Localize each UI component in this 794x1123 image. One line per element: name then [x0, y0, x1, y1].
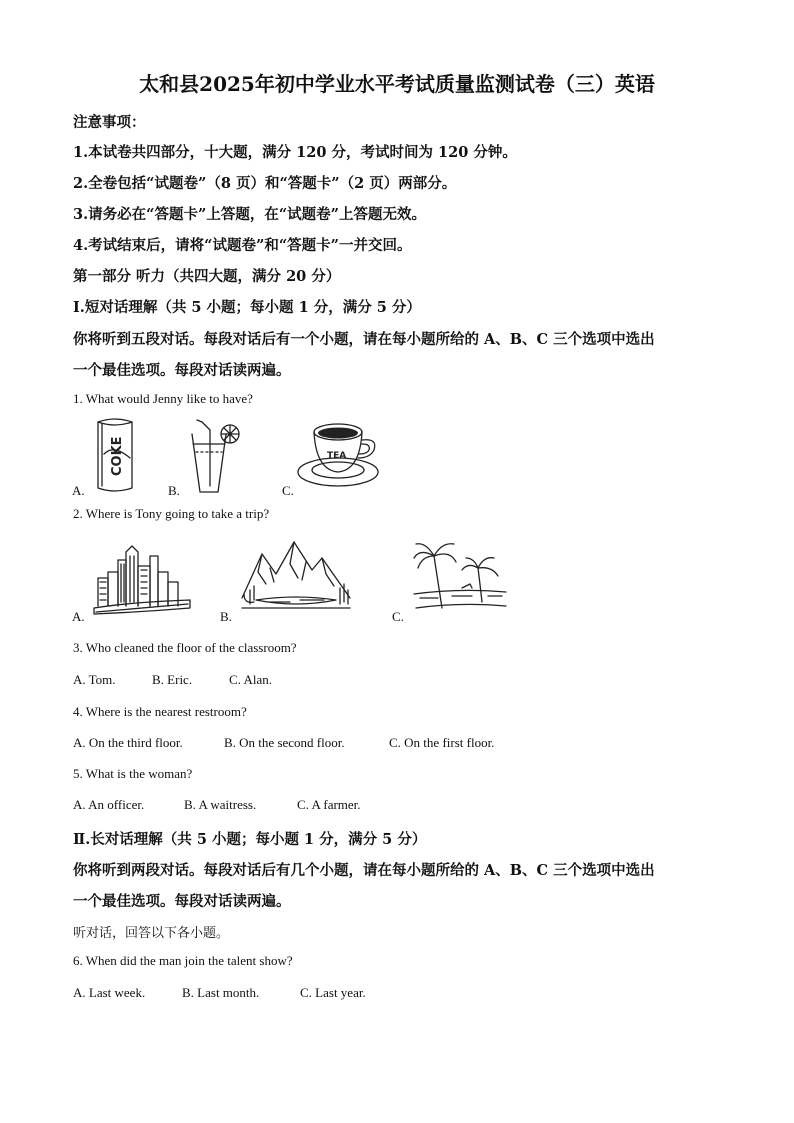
q5-option-b: B. A waitress. — [184, 797, 257, 812]
section1-instruction-line1: 你将听到五段对话。每段对话后有一个小题，请在每小题所给的 A、B、C 三个选项中选出 — [73, 331, 655, 348]
q2-label-c: C. — [392, 609, 404, 624]
city-image — [92, 542, 192, 618]
question-2: 2. Where is Tony going to take a trip? — [73, 506, 270, 521]
q5-option-c: C. A farmer. — [297, 797, 361, 812]
q5-option-a: A. An officer. — [73, 797, 145, 812]
q3-option-a: A. Tom. — [73, 672, 116, 687]
question-5: 5. What is the woman? — [73, 766, 193, 781]
part1-heading: 第一部分 听力（共四大题，满分 20 分） — [73, 268, 341, 285]
q1-label-b: B. — [168, 483, 180, 498]
notice-item-3: 3.请务必在“答题卡”上答题，在“试题卷”上答题无效。 — [73, 206, 426, 223]
section2-instruction-line2: 一个最佳选项。每段对话读两遍。 — [73, 893, 291, 910]
q6-option-a: A. Last week. — [73, 985, 146, 1000]
notice-item-2: 2.全卷包括“试题卷”（8 页）和“答题卡”（2 页）两部分。 — [73, 175, 457, 192]
tea-cup-image — [296, 414, 386, 492]
cup-label: TEA — [327, 451, 347, 461]
q4-option-b: B. On the second floor. — [224, 735, 345, 750]
beach-image — [412, 538, 508, 614]
q6-option-c: C. Last year. — [300, 985, 366, 1000]
q1-label-a: A. — [72, 483, 85, 498]
q4-option-a: A. On the third floor. — [73, 735, 183, 750]
juice-glass-image — [180, 416, 240, 496]
notice-item-4: 4.考试结束后，请将“试题卷”和“答题卡”一并交回。 — [73, 237, 412, 254]
q4-option-c: C. On the first floor. — [389, 735, 495, 750]
question-4: 4. Where is the nearest restroom? — [73, 704, 247, 719]
q2-label-a: A. — [72, 609, 85, 624]
q2-label-b: B. — [220, 609, 232, 624]
mountain-image — [240, 538, 352, 614]
q3-option-b: B. Eric. — [152, 672, 193, 687]
q6-option-b: B. Last month. — [182, 985, 260, 1000]
q3-option-c: C. Alan. — [229, 672, 272, 687]
can-label: COKE — [110, 436, 125, 476]
question-1: 1. What would Jenny like to have? — [73, 391, 253, 406]
section2-sub-instruction: 听对话，回答以下各小题。 — [73, 926, 230, 941]
section2-instruction-line1: 你将听到两段对话。每段对话后有几个小题，请在每小题所给的 A、B、C 三个选项中选出 — [73, 862, 655, 879]
page-title: 太和县2025年初中学业水平考试质量监测试卷（三）英语 — [139, 72, 655, 96]
notice-item-1: 1.本试卷共四部分，十大题，满分 120 分，考试时间为 120 分钟。 — [73, 144, 517, 161]
q1-label-c: C. — [282, 483, 294, 498]
section1-heading: Ⅰ.短对话理解（共 5 小题；每小题 1 分，满分 5 分） — [73, 299, 421, 316]
question-6: 6. When did the man join the talent show? — [73, 953, 293, 968]
coke-can-image — [90, 414, 140, 494]
question-3: 3. Who cleaned the floor of the classroom? — [73, 640, 297, 655]
section1-instruction-line2: 一个最佳选项。每段对话读两遍。 — [73, 362, 291, 379]
notice-heading: 注意事项： — [73, 114, 146, 131]
section2-heading: Ⅱ.长对话理解（共 5 小题；每小题 1 分，满分 5 分） — [73, 831, 427, 848]
